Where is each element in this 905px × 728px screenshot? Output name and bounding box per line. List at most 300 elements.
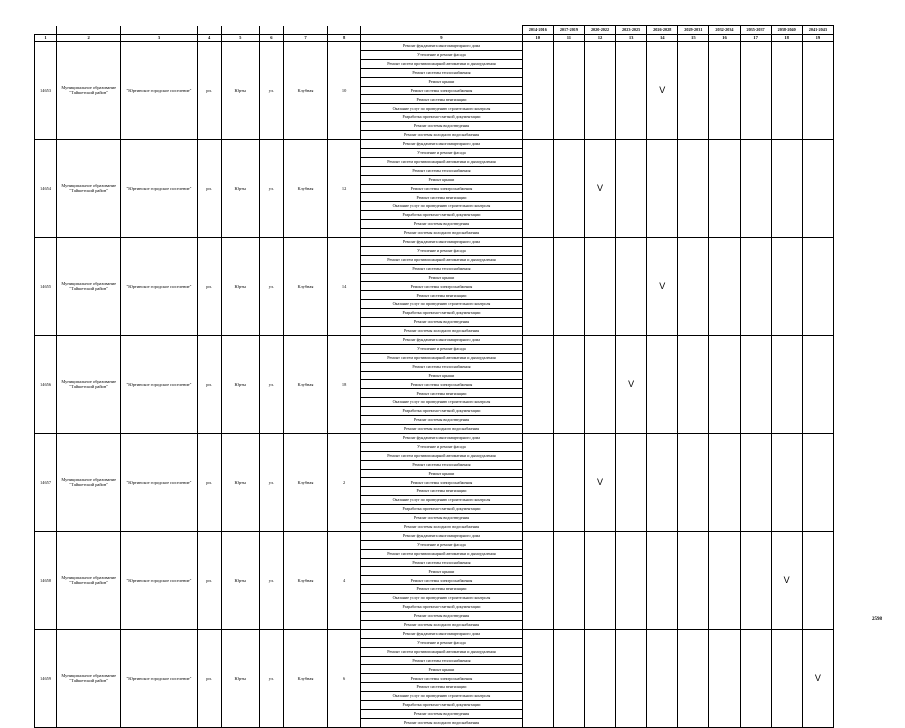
- header-period-cell: 2041-2043: [802, 26, 833, 35]
- house-number-cell: [328, 139, 361, 237]
- record-id-text: 14654: [40, 185, 52, 191]
- work-type-cell: Ремонт системы электроснабжения: [361, 184, 523, 193]
- municipality-text: Муниципальное образование "Тайшетский район": [61, 85, 117, 96]
- locality-type-text: рп.: [206, 283, 212, 289]
- column-number-cell: 7: [283, 35, 327, 42]
- work-type-cell: Ремонт фундамента многоквартирного дома: [361, 139, 523, 148]
- work-type-cell: Разработка проектно-сметной документации: [361, 211, 523, 220]
- schedule-empty-cell: [740, 42, 771, 140]
- schedule-mark-cell: V: [771, 531, 802, 629]
- schedule-empty-cell: [584, 42, 615, 140]
- work-type-cell: Ремонт крыши: [361, 567, 523, 576]
- record-id-cell: [35, 237, 57, 335]
- record-id-cell: [35, 531, 57, 629]
- work-type-cell: Оказание услуг по проведению строительного контроля: [361, 398, 523, 407]
- street-cell: [283, 629, 327, 727]
- column-number-cell: 5: [221, 35, 259, 42]
- street-cell: [283, 433, 327, 531]
- table-row: [35, 42, 834, 51]
- schedule-empty-cell: [802, 433, 833, 531]
- work-type-cell: Ремонт системы вентиляции: [361, 291, 523, 300]
- schedule-empty-cell: [802, 531, 833, 629]
- settlement-text: "Юртинское городское поселение": [126, 479, 192, 485]
- work-type-cell: Ремонт систем противопожарной автоматики и дымоудаления: [361, 647, 523, 656]
- schedule-empty-cell: [553, 433, 584, 531]
- header-period-cell: 2038-2040: [771, 26, 802, 35]
- municipality-cell: [57, 42, 121, 140]
- work-type-cell: Ремонт систем противопожарной автоматики и дымоудаления: [361, 59, 523, 68]
- schedule-empty-cell: [678, 237, 709, 335]
- schedule-empty-cell: [709, 629, 740, 727]
- record-id-cell: [35, 629, 57, 727]
- work-type-cell: Ремонт фундамента многоквартирного дома: [361, 433, 523, 442]
- schedule-empty-cell: [678, 42, 709, 140]
- work-type-cell: Ремонт систем противопожарной автоматики и дымоудаления: [361, 549, 523, 558]
- work-type-cell: Ремонт фундамента многоквартирного дома: [361, 237, 523, 246]
- street-cell: [283, 42, 327, 140]
- column-number-cell: 13: [616, 35, 647, 42]
- locality-cell: [221, 335, 259, 433]
- locality-type-cell: [197, 335, 221, 433]
- schedule-empty-cell: [616, 139, 647, 237]
- street-text: Клубная: [297, 185, 314, 191]
- schedule-mark-cell: V: [647, 237, 678, 335]
- column-number-cell: 4: [197, 35, 221, 42]
- column-number-cell: 15: [678, 35, 709, 42]
- municipality-cell: [57, 531, 121, 629]
- work-type-cell: Ремонт системы теплоснабжения: [361, 264, 523, 273]
- column-number-cell: 1: [35, 35, 57, 42]
- header-blank-cell: [197, 26, 221, 35]
- locality-type-cell: [197, 237, 221, 335]
- house-number-text: 14: [341, 283, 347, 289]
- column-number-cell: 18: [771, 35, 802, 42]
- locality-text: Юрты: [234, 675, 246, 681]
- schedule-empty-cell: [553, 335, 584, 433]
- schedule-empty-cell: [647, 531, 678, 629]
- header-period-cell: 2023-2025: [616, 26, 647, 35]
- header-period-cell: 2026-2028: [647, 26, 678, 35]
- page-number: 2598: [872, 617, 882, 622]
- header-blank-cell: [35, 26, 57, 35]
- work-type-cell: Ремонт системы холодного водоснабжения: [361, 718, 523, 727]
- record-id-text: 14657: [40, 479, 52, 485]
- work-type-cell: Утепление и ремонт фасада: [361, 50, 523, 59]
- work-type-cell: Утепление и ремонт фасада: [361, 442, 523, 451]
- column-number-cell: 14: [647, 35, 678, 42]
- locality-type-text: рп.: [206, 577, 212, 583]
- locality-text: Юрты: [234, 87, 246, 93]
- schedule-empty-cell: [616, 42, 647, 140]
- work-type-cell: Ремонт системы холодного водоснабжения: [361, 131, 523, 140]
- work-type-cell: Ремонт систем противопожарной автоматики и дымоудаления: [361, 157, 523, 166]
- schedule-empty-cell: [522, 335, 553, 433]
- work-type-cell: Утепление и ремонт фасада: [361, 540, 523, 549]
- work-type-cell: Оказание услуг по проведению строительного контроля: [361, 692, 523, 701]
- house-number-text: 6: [343, 675, 346, 681]
- street-type-text: ул.: [268, 185, 274, 191]
- schedule-empty-cell: [802, 335, 833, 433]
- locality-type-text: рп.: [206, 675, 212, 681]
- locality-text: Юрты: [234, 185, 246, 191]
- locality-cell: [221, 42, 259, 140]
- schedule-empty-cell: [678, 629, 709, 727]
- header-period-cell: 2014-2016: [522, 26, 553, 35]
- municipality-text: Муниципальное образование "Тайшетский район": [61, 379, 117, 390]
- schedule-empty-cell: [771, 335, 802, 433]
- work-type-cell: Ремонт фундамента многоквартирного дома: [361, 531, 523, 540]
- house-number-cell: [328, 629, 361, 727]
- settlement-cell: [121, 433, 197, 531]
- schedule-empty-cell: [553, 629, 584, 727]
- schedule-empty-cell: [522, 629, 553, 727]
- record-id-text: 14653: [40, 87, 52, 93]
- work-type-cell: Ремонт системы водоотведения: [361, 612, 523, 621]
- work-type-cell: Ремонт систем противопожарной автоматики и дымоудаления: [361, 451, 523, 460]
- municipality-cell: [57, 433, 121, 531]
- work-type-cell: Ремонт системы водоотведения: [361, 318, 523, 327]
- schedule-empty-cell: [802, 42, 833, 140]
- street-text: Клубная: [297, 87, 314, 93]
- work-type-cell: Утепление и ремонт фасада: [361, 344, 523, 353]
- municipality-text: Муниципальное образование "Тайшетский район": [61, 673, 117, 684]
- work-type-cell: Ремонт системы вентиляции: [361, 683, 523, 692]
- work-type-cell: Ремонт системы водоотведения: [361, 122, 523, 131]
- schedule-empty-cell: [709, 237, 740, 335]
- settlement-text: "Юртинское городское поселение": [126, 87, 192, 93]
- table-row: [35, 237, 834, 246]
- work-type-cell: Ремонт системы холодного водоснабжения: [361, 229, 523, 238]
- schedule-empty-cell: [709, 531, 740, 629]
- column-number-cell: 12: [584, 35, 615, 42]
- header-period-cell: 2017-2019: [553, 26, 584, 35]
- work-type-cell: Разработка проектно-сметной документации: [361, 309, 523, 318]
- settlement-cell: [121, 42, 197, 140]
- street-type-cell: [259, 237, 283, 335]
- work-type-cell: Ремонт системы теплоснабжения: [361, 166, 523, 175]
- schedule-empty-cell: [616, 237, 647, 335]
- work-type-cell: Ремонт системы водоотведения: [361, 709, 523, 718]
- settlement-text: "Юртинское городское поселение": [126, 283, 192, 289]
- schedule-empty-cell: [647, 433, 678, 531]
- work-type-cell: Ремонт фундамента многоквартирного дома: [361, 335, 523, 344]
- municipality-text: Муниципальное образование "Тайшетский район": [61, 477, 117, 488]
- street-type-text: ул.: [268, 479, 274, 485]
- work-type-cell: Ремонт фундамента многоквартирного дома: [361, 629, 523, 638]
- locality-type-cell: [197, 42, 221, 140]
- street-text: Клубная: [297, 577, 314, 583]
- table-row: [35, 629, 834, 638]
- settlement-cell: [121, 139, 197, 237]
- work-type-cell: Ремонт фундамента многоквартирного дома: [361, 42, 523, 51]
- street-cell: [283, 139, 327, 237]
- schedule-mark-cell: V: [647, 42, 678, 140]
- header-blank-cell: [283, 26, 327, 35]
- header-blank-cell: [221, 26, 259, 35]
- work-type-cell: Ремонт системы теплоснабжения: [361, 656, 523, 665]
- street-type-text: ул.: [268, 675, 274, 681]
- work-type-cell: Ремонт систем противопожарной автоматики и дымоудаления: [361, 255, 523, 264]
- work-type-cell: Разработка проектно-сметной документации: [361, 407, 523, 416]
- work-type-cell: Оказание услуг по проведению строительного контроля: [361, 300, 523, 309]
- street-type-cell: [259, 629, 283, 727]
- schedule-empty-cell: [584, 335, 615, 433]
- schedule-empty-cell: [678, 139, 709, 237]
- schedule-empty-cell: [678, 335, 709, 433]
- column-number-cell: 8: [328, 35, 361, 42]
- work-type-cell: Ремонт системы вентиляции: [361, 585, 523, 594]
- locality-cell: [221, 237, 259, 335]
- work-type-cell: Оказание услуг по проведению строительного контроля: [361, 496, 523, 505]
- schedule-mark-cell: V: [616, 335, 647, 433]
- schedule-empty-cell: [522, 531, 553, 629]
- municipality-text: Муниципальное образование "Тайшетский район": [61, 281, 117, 292]
- street-type-cell: [259, 531, 283, 629]
- house-number-text: 4: [343, 577, 346, 583]
- schedule-empty-cell: [771, 42, 802, 140]
- locality-cell: [221, 139, 259, 237]
- header-period-row: [35, 26, 834, 35]
- street-type-cell: [259, 42, 283, 140]
- table-row: [35, 531, 834, 540]
- municipality-cell: [57, 335, 121, 433]
- house-number-text: 2: [343, 479, 346, 485]
- schedule-empty-cell: [771, 139, 802, 237]
- schedule-empty-cell: [553, 139, 584, 237]
- work-type-cell: Оказание услуг по проведению строительного контроля: [361, 594, 523, 603]
- street-text: Клубная: [297, 479, 314, 485]
- house-number-text: 12: [341, 185, 347, 191]
- schedule-empty-cell: [802, 139, 833, 237]
- schedule-empty-cell: [771, 237, 802, 335]
- work-type-cell: Ремонт крыши: [361, 665, 523, 674]
- column-number-cell: 6: [259, 35, 283, 42]
- settlement-cell: [121, 531, 197, 629]
- street-type-cell: [259, 433, 283, 531]
- work-type-cell: Ремонт системы теплоснабжения: [361, 558, 523, 567]
- schedule-empty-cell: [584, 629, 615, 727]
- work-type-cell: Разработка проектно-сметной документации: [361, 701, 523, 710]
- schedule-empty-cell: [647, 335, 678, 433]
- schedule-empty-cell: [740, 139, 771, 237]
- header-period-cell: 2029-2031: [678, 26, 709, 35]
- schedule-empty-cell: [616, 433, 647, 531]
- municipality-cell: [57, 629, 121, 727]
- schedule-empty-cell: [740, 335, 771, 433]
- street-type-text: ул.: [268, 283, 274, 289]
- locality-type-text: рп.: [206, 381, 212, 387]
- schedule-empty-cell: [647, 139, 678, 237]
- locality-type-text: рп.: [206, 185, 212, 191]
- schedule-empty-cell: [553, 42, 584, 140]
- schedule-empty-cell: [522, 139, 553, 237]
- work-type-cell: Ремонт системы теплоснабжения: [361, 460, 523, 469]
- schedule-mark-cell: V: [584, 433, 615, 531]
- schedule-empty-cell: [553, 531, 584, 629]
- work-type-cell: Ремонт крыши: [361, 273, 523, 282]
- header-blank-cell: [328, 26, 361, 35]
- schedule-empty-cell: [740, 433, 771, 531]
- settlement-cell: [121, 237, 197, 335]
- record-id-text: 14658: [40, 577, 52, 583]
- work-type-cell: Ремонт системы вентиляции: [361, 487, 523, 496]
- work-type-cell: Ремонт системы электроснабжения: [361, 380, 523, 389]
- schedule-empty-cell: [616, 629, 647, 727]
- work-type-cell: Ремонт системы вентиляции: [361, 95, 523, 104]
- header-blank-cell: [57, 26, 121, 35]
- work-type-cell: Ремонт системы вентиляции: [361, 389, 523, 398]
- settlement-text: "Юртинское городское поселение": [126, 185, 192, 191]
- schedule-mark-cell: V: [584, 139, 615, 237]
- schedule-empty-cell: [616, 531, 647, 629]
- work-type-cell: Ремонт системы теплоснабжения: [361, 362, 523, 371]
- column-number-cell: 16: [709, 35, 740, 42]
- schedule-empty-cell: [709, 335, 740, 433]
- record-id-cell: [35, 42, 57, 140]
- schedule-empty-cell: [771, 629, 802, 727]
- record-id-cell: [35, 335, 57, 433]
- schedule-empty-cell: [740, 531, 771, 629]
- settlement-text: "Юртинское городское поселение": [126, 577, 192, 583]
- street-type-text: ул.: [268, 381, 274, 387]
- schedule-empty-cell: [647, 629, 678, 727]
- locality-text: Юрты: [234, 479, 246, 485]
- repair-schedule-table: [34, 25, 834, 728]
- locality-cell: [221, 629, 259, 727]
- work-type-cell: Ремонт крыши: [361, 469, 523, 478]
- work-type-cell: Оказание услуг по проведению строительного контроля: [361, 202, 523, 211]
- record-id-cell: [35, 433, 57, 531]
- column-number-cell: 2: [57, 35, 121, 42]
- header-blank-cell: [121, 26, 197, 35]
- schedule-empty-cell: [709, 139, 740, 237]
- work-type-cell: Ремонт системы электроснабжения: [361, 674, 523, 683]
- work-type-cell: Утепление и ремонт фасада: [361, 148, 523, 157]
- column-number-cell: 3: [121, 35, 197, 42]
- schedule-empty-cell: [771, 433, 802, 531]
- schedule-empty-cell: [522, 433, 553, 531]
- work-type-cell: Ремонт системы холодного водоснабжения: [361, 327, 523, 336]
- settlement-text: "Юртинское городское поселение": [126, 381, 192, 387]
- street-type-cell: [259, 335, 283, 433]
- street-text: Клубная: [297, 283, 314, 289]
- table-row: [35, 433, 834, 442]
- header-column-number-row: [35, 35, 834, 42]
- municipality-text: Муниципальное образование "Тайшетский район": [61, 575, 117, 586]
- column-number-cell: 9: [361, 35, 523, 42]
- locality-type-cell: [197, 531, 221, 629]
- schedule-empty-cell: [678, 531, 709, 629]
- work-type-cell: Разработка проектно-сметной документации: [361, 505, 523, 514]
- work-type-cell: Ремонт системы водоотведения: [361, 514, 523, 523]
- work-type-cell: Ремонт системы холодного водоснабжения: [361, 522, 523, 531]
- locality-cell: [221, 531, 259, 629]
- schedule-empty-cell: [584, 531, 615, 629]
- schedule-empty-cell: [522, 42, 553, 140]
- work-type-cell: Ремонт системы холодного водоснабжения: [361, 620, 523, 629]
- work-type-cell: Ремонт систем противопожарной автоматики и дымоудаления: [361, 353, 523, 362]
- schedule-empty-cell: [678, 433, 709, 531]
- column-number-cell: 11: [553, 35, 584, 42]
- work-type-cell: Ремонт системы вентиляции: [361, 193, 523, 202]
- municipality-cell: [57, 139, 121, 237]
- street-cell: [283, 335, 327, 433]
- schedule-empty-cell: [740, 237, 771, 335]
- work-type-cell: Разработка проектно-сметной документации: [361, 603, 523, 612]
- work-type-cell: Утепление и ремонт фасада: [361, 246, 523, 255]
- house-number-text: 18: [341, 381, 347, 387]
- header-period-cell: 2020-2022: [584, 26, 615, 35]
- street-type-text: ул.: [268, 577, 274, 583]
- work-type-cell: Ремонт системы электроснабжения: [361, 86, 523, 95]
- locality-type-text: рп.: [206, 479, 212, 485]
- locality-text: Юрты: [234, 381, 246, 387]
- street-text: Клубная: [297, 675, 314, 681]
- record-id-text: 14659: [40, 675, 52, 681]
- settlement-cell: [121, 629, 197, 727]
- work-type-cell: Ремонт системы теплоснабжения: [361, 68, 523, 77]
- locality-type-cell: [197, 629, 221, 727]
- work-type-cell: Ремонт системы холодного водоснабжения: [361, 424, 523, 433]
- municipality-text: Муниципальное образование "Тайшетский район": [61, 183, 117, 194]
- record-id-text: 14655: [40, 283, 52, 289]
- header-period-cell: 2032-2034: [709, 26, 740, 35]
- header-blank-cell: [259, 26, 283, 35]
- column-number-cell: 17: [740, 35, 771, 42]
- house-number-text: 10: [341, 87, 347, 93]
- work-type-cell: Ремонт системы водоотведения: [361, 220, 523, 229]
- street-cell: [283, 237, 327, 335]
- house-number-cell: [328, 237, 361, 335]
- work-type-cell: Ремонт крыши: [361, 371, 523, 380]
- settlement-text: "Юртинское городское поселение": [126, 675, 192, 681]
- settlement-cell: [121, 335, 197, 433]
- work-type-cell: Ремонт крыши: [361, 77, 523, 86]
- house-number-cell: [328, 335, 361, 433]
- register-table-container: [34, 25, 834, 728]
- work-type-cell: Оказание услуг по проведению строительного контроля: [361, 104, 523, 113]
- municipality-cell: [57, 237, 121, 335]
- locality-type-cell: [197, 139, 221, 237]
- house-number-cell: [328, 531, 361, 629]
- locality-type-text: рп.: [206, 87, 212, 93]
- header-blank-cell: [361, 26, 523, 35]
- header-period-cell: 2035-2037: [740, 26, 771, 35]
- locality-text: Юрты: [234, 577, 246, 583]
- schedule-empty-cell: [709, 433, 740, 531]
- column-number-cell: 10: [522, 35, 553, 42]
- column-number-cell: 19: [802, 35, 833, 42]
- record-id-cell: [35, 139, 57, 237]
- street-type-text: ул.: [268, 87, 274, 93]
- schedule-empty-cell: [802, 237, 833, 335]
- work-type-cell: Ремонт крыши: [361, 175, 523, 184]
- street-text: Клубная: [297, 381, 314, 387]
- schedule-empty-cell: [522, 237, 553, 335]
- work-type-cell: Ремонт системы электроснабжения: [361, 282, 523, 291]
- schedule-empty-cell: [553, 237, 584, 335]
- locality-text: Юрты: [234, 283, 246, 289]
- schedule-empty-cell: [709, 42, 740, 140]
- house-number-cell: [328, 433, 361, 531]
- locality-type-cell: [197, 433, 221, 531]
- work-type-cell: Ремонт системы электроснабжения: [361, 576, 523, 585]
- work-type-cell: Ремонт системы водоотведения: [361, 416, 523, 425]
- table-row: [35, 139, 834, 148]
- street-type-cell: [259, 139, 283, 237]
- schedule-empty-cell: [740, 629, 771, 727]
- work-type-cell: Ремонт системы электроснабжения: [361, 478, 523, 487]
